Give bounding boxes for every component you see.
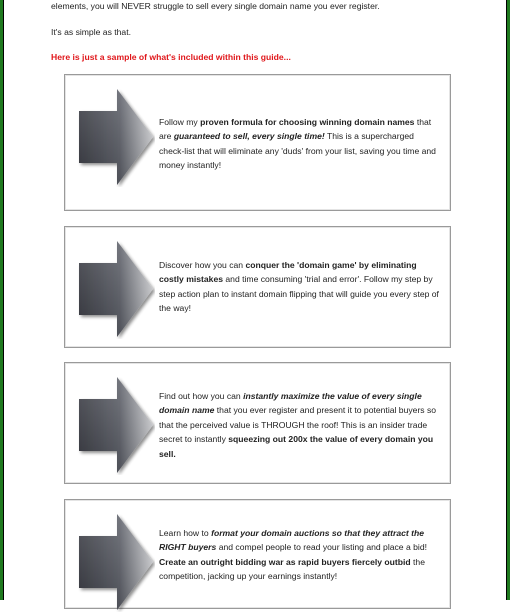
arrow-right-icon [77,87,155,187]
feature-box-1 [64,74,451,211]
arrow-right-icon [77,512,155,612]
section-headline: Here is just a sample of what's included within this guide... [51,52,291,62]
feature-box-3 [64,362,451,484]
arrow-right-icon [77,239,155,339]
intro-summary: It's as simple as that. [51,27,131,37]
intro-line: elements, you will NEVER struggle to sell every single domain name you ever register. [51,1,380,11]
arrow-right-icon [77,375,155,475]
feature-text-4: Learn how to format your domain auctions so that they attract the RIGHT buyers and compel people to read your listing and place a bid! Create an outright bidding war as rapid buyers fiercely outbid the competition, jacking up your earnings instantly! [159,528,427,582]
feature-box-2 [64,226,451,348]
feature-text-3: Find out how you can instantly maximize the value of every single domain name that you ever register and present it to potential buyers so that the perceived value is THROUGH the roof! This is an insider trade secret to instantly squeezing out 200x the value of every domain you sell. [159,391,437,459]
feature-text-1: Follow my proven formula for choosing winning domain names that are guaranteed to sell, every single time! This is a supercharged check-list that will eliminate any 'duds' from your list, saving you time and money instantly! [159,117,436,171]
feature-box-4 [64,499,451,609]
feature-text-2: Discover how you can conquer the 'domain game' by eliminating costly mistakes and time consuming 'trial and error'. Follow my step by step action plan to instant domain flipping that will guide you every step of the way! [159,260,439,314]
